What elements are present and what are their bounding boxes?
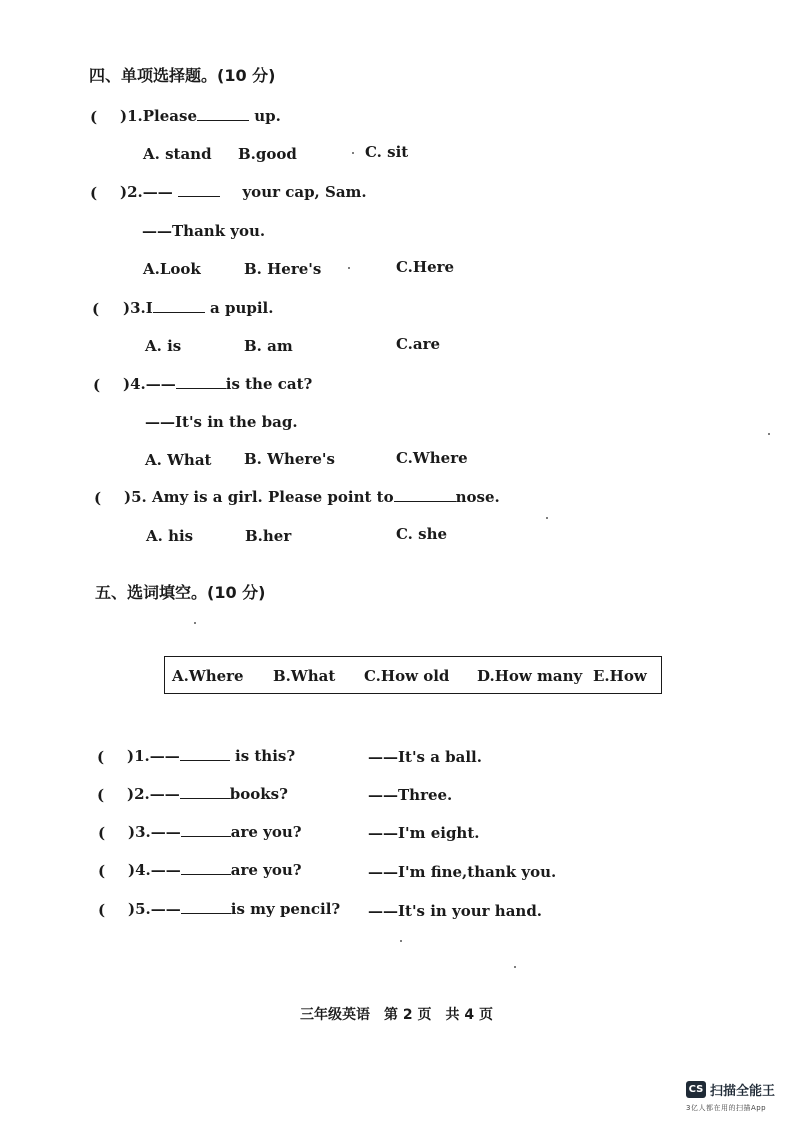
s5-q1-prefix: )1.—— xyxy=(127,747,180,765)
s4-q3-blank xyxy=(153,300,205,313)
s4-q5-prefix: )5. Amy is a girl. Please point to xyxy=(124,488,394,506)
word-bank-item-b: B.What xyxy=(273,667,336,685)
answer-paren-s5-q1: ( xyxy=(97,748,105,766)
s4-question-1 xyxy=(120,107,281,125)
word-bank-item-a: A.Where xyxy=(172,667,244,685)
s5-question-2 xyxy=(127,785,288,803)
s5-q4-suffix: are you? xyxy=(230,861,302,879)
s4-q3-suffix: a pupil. xyxy=(210,299,274,317)
scan-speck xyxy=(348,267,350,269)
answer-paren-s5-q5: ( xyxy=(98,901,106,919)
word-bank-item-c: C.How old xyxy=(364,667,450,685)
s4-q1-option-b: B.good xyxy=(238,145,297,163)
s5-q4-answer: ——I'm fine,thank you. xyxy=(368,863,557,881)
s4-question-5 xyxy=(124,488,500,506)
page-footer: 三年级英语 第 2 页 共 4 页 xyxy=(300,1007,493,1023)
scan-speck xyxy=(768,433,770,435)
s4-q3-option-a: A. is xyxy=(145,337,182,355)
s5-q5-prefix: )5.—— xyxy=(128,900,181,918)
camscanner-logo-icon: CS xyxy=(686,1081,706,1098)
s5-q5-suffix: is my pencil? xyxy=(230,900,341,918)
s4-q4-option-b: B. Where's xyxy=(244,450,335,468)
answer-paren-s5-q4: ( xyxy=(98,862,106,880)
s4-q1-option-a: A. stand xyxy=(143,145,212,163)
s5-q2-prefix: )2.—— xyxy=(127,785,180,803)
s4-q2-option-c: C.Here xyxy=(396,258,455,276)
answer-paren-s4-q4: ( xyxy=(93,376,101,394)
s5-q5-blank xyxy=(181,901,231,914)
s5-question-3 xyxy=(128,823,302,841)
s5-q3-answer: ——I'm eight. xyxy=(368,824,480,842)
s5-q3-suffix: are you? xyxy=(230,823,302,841)
s4-q3-option-c: C.are xyxy=(396,335,441,353)
s5-question-5 xyxy=(128,900,340,918)
scan-speck xyxy=(400,940,402,942)
s4-q3-option-b: B. am xyxy=(244,337,293,355)
s4-q2-reply: ——Thank you. xyxy=(142,222,266,240)
s5-q5-answer: ——It's in your hand. xyxy=(368,902,543,920)
s5-q2-answer: ——Three. xyxy=(368,786,453,804)
s4-q5-option-a: A. his xyxy=(146,527,194,545)
s4-q4-prefix: )4.—— xyxy=(123,375,176,393)
s4-q4-blank xyxy=(176,376,226,389)
s5-q1-answer: ——It's a ball. xyxy=(368,748,482,766)
s4-q2-option-a: A.Look xyxy=(143,260,201,278)
answer-paren-s5-q2: ( xyxy=(97,786,105,804)
s5-q1-suffix: is this? xyxy=(235,747,296,765)
s4-q5-option-c: C. she xyxy=(396,525,448,543)
s5-q1-blank xyxy=(180,748,230,761)
watermark-subtitle: 3亿人都在用的扫描App xyxy=(686,1104,767,1112)
s4-q1-blank xyxy=(197,108,249,121)
watermark-title: 扫描全能王 xyxy=(710,1084,776,1099)
s5-q4-prefix: )4.—— xyxy=(128,861,181,879)
s5-question-4 xyxy=(128,861,302,879)
answer-paren-s4-q5: ( xyxy=(94,489,102,507)
s4-q2-blank xyxy=(178,184,220,197)
section5-title: 五、选词填空。(10 分) xyxy=(95,583,266,602)
s4-q4-option-a: A. What xyxy=(145,451,212,469)
s5-q3-prefix: )3.—— xyxy=(128,823,181,841)
s4-q2-suffix: your cap, Sam. xyxy=(242,183,367,201)
s4-q5-option-b: B.her xyxy=(245,527,292,545)
section4-title: 四、单项选择题。(10 分) xyxy=(89,66,276,85)
s5-q4-blank xyxy=(181,862,231,875)
answer-paren-s4-q2: ( xyxy=(90,184,98,202)
s4-q5-blank xyxy=(394,489,456,502)
scan-speck xyxy=(194,622,196,624)
word-bank-item-d: D.How many xyxy=(477,667,583,685)
s4-question-3 xyxy=(123,299,273,317)
s4-q4-reply: ——It's in the bag. xyxy=(145,413,298,431)
s4-question-4 xyxy=(123,375,312,393)
s5-q2-blank xyxy=(180,786,230,799)
answer-paren-s4-q3: ( xyxy=(92,300,100,318)
s4-question-2 xyxy=(120,183,367,201)
s5-q3-blank xyxy=(181,824,231,837)
s5-q2-suffix: books? xyxy=(229,785,288,803)
s4-q4-option-c: C.Where xyxy=(396,449,468,467)
s4-q1-option-c: C. sit xyxy=(365,143,409,161)
answer-paren-s4-q1: ( xyxy=(90,108,98,126)
s4-q1-suffix: up. xyxy=(254,107,281,125)
s4-q1-prefix: )1.Please xyxy=(120,107,197,125)
s4-q4-suffix: is the cat? xyxy=(225,375,313,393)
scan-speck xyxy=(352,152,354,154)
answer-paren-s5-q3: ( xyxy=(98,824,106,842)
word-bank-item-e: E.How xyxy=(593,667,647,685)
s4-q3-prefix: )3.I xyxy=(123,299,153,317)
scan-speck xyxy=(514,966,516,968)
s4-q2-option-b: B. Here's xyxy=(244,260,322,278)
s5-question-1 xyxy=(127,747,295,765)
s4-q2-prefix: )2.—— xyxy=(120,183,173,201)
word-bank-box xyxy=(164,656,662,694)
s4-q5-suffix: nose. xyxy=(455,488,500,506)
scan-speck xyxy=(546,517,548,519)
